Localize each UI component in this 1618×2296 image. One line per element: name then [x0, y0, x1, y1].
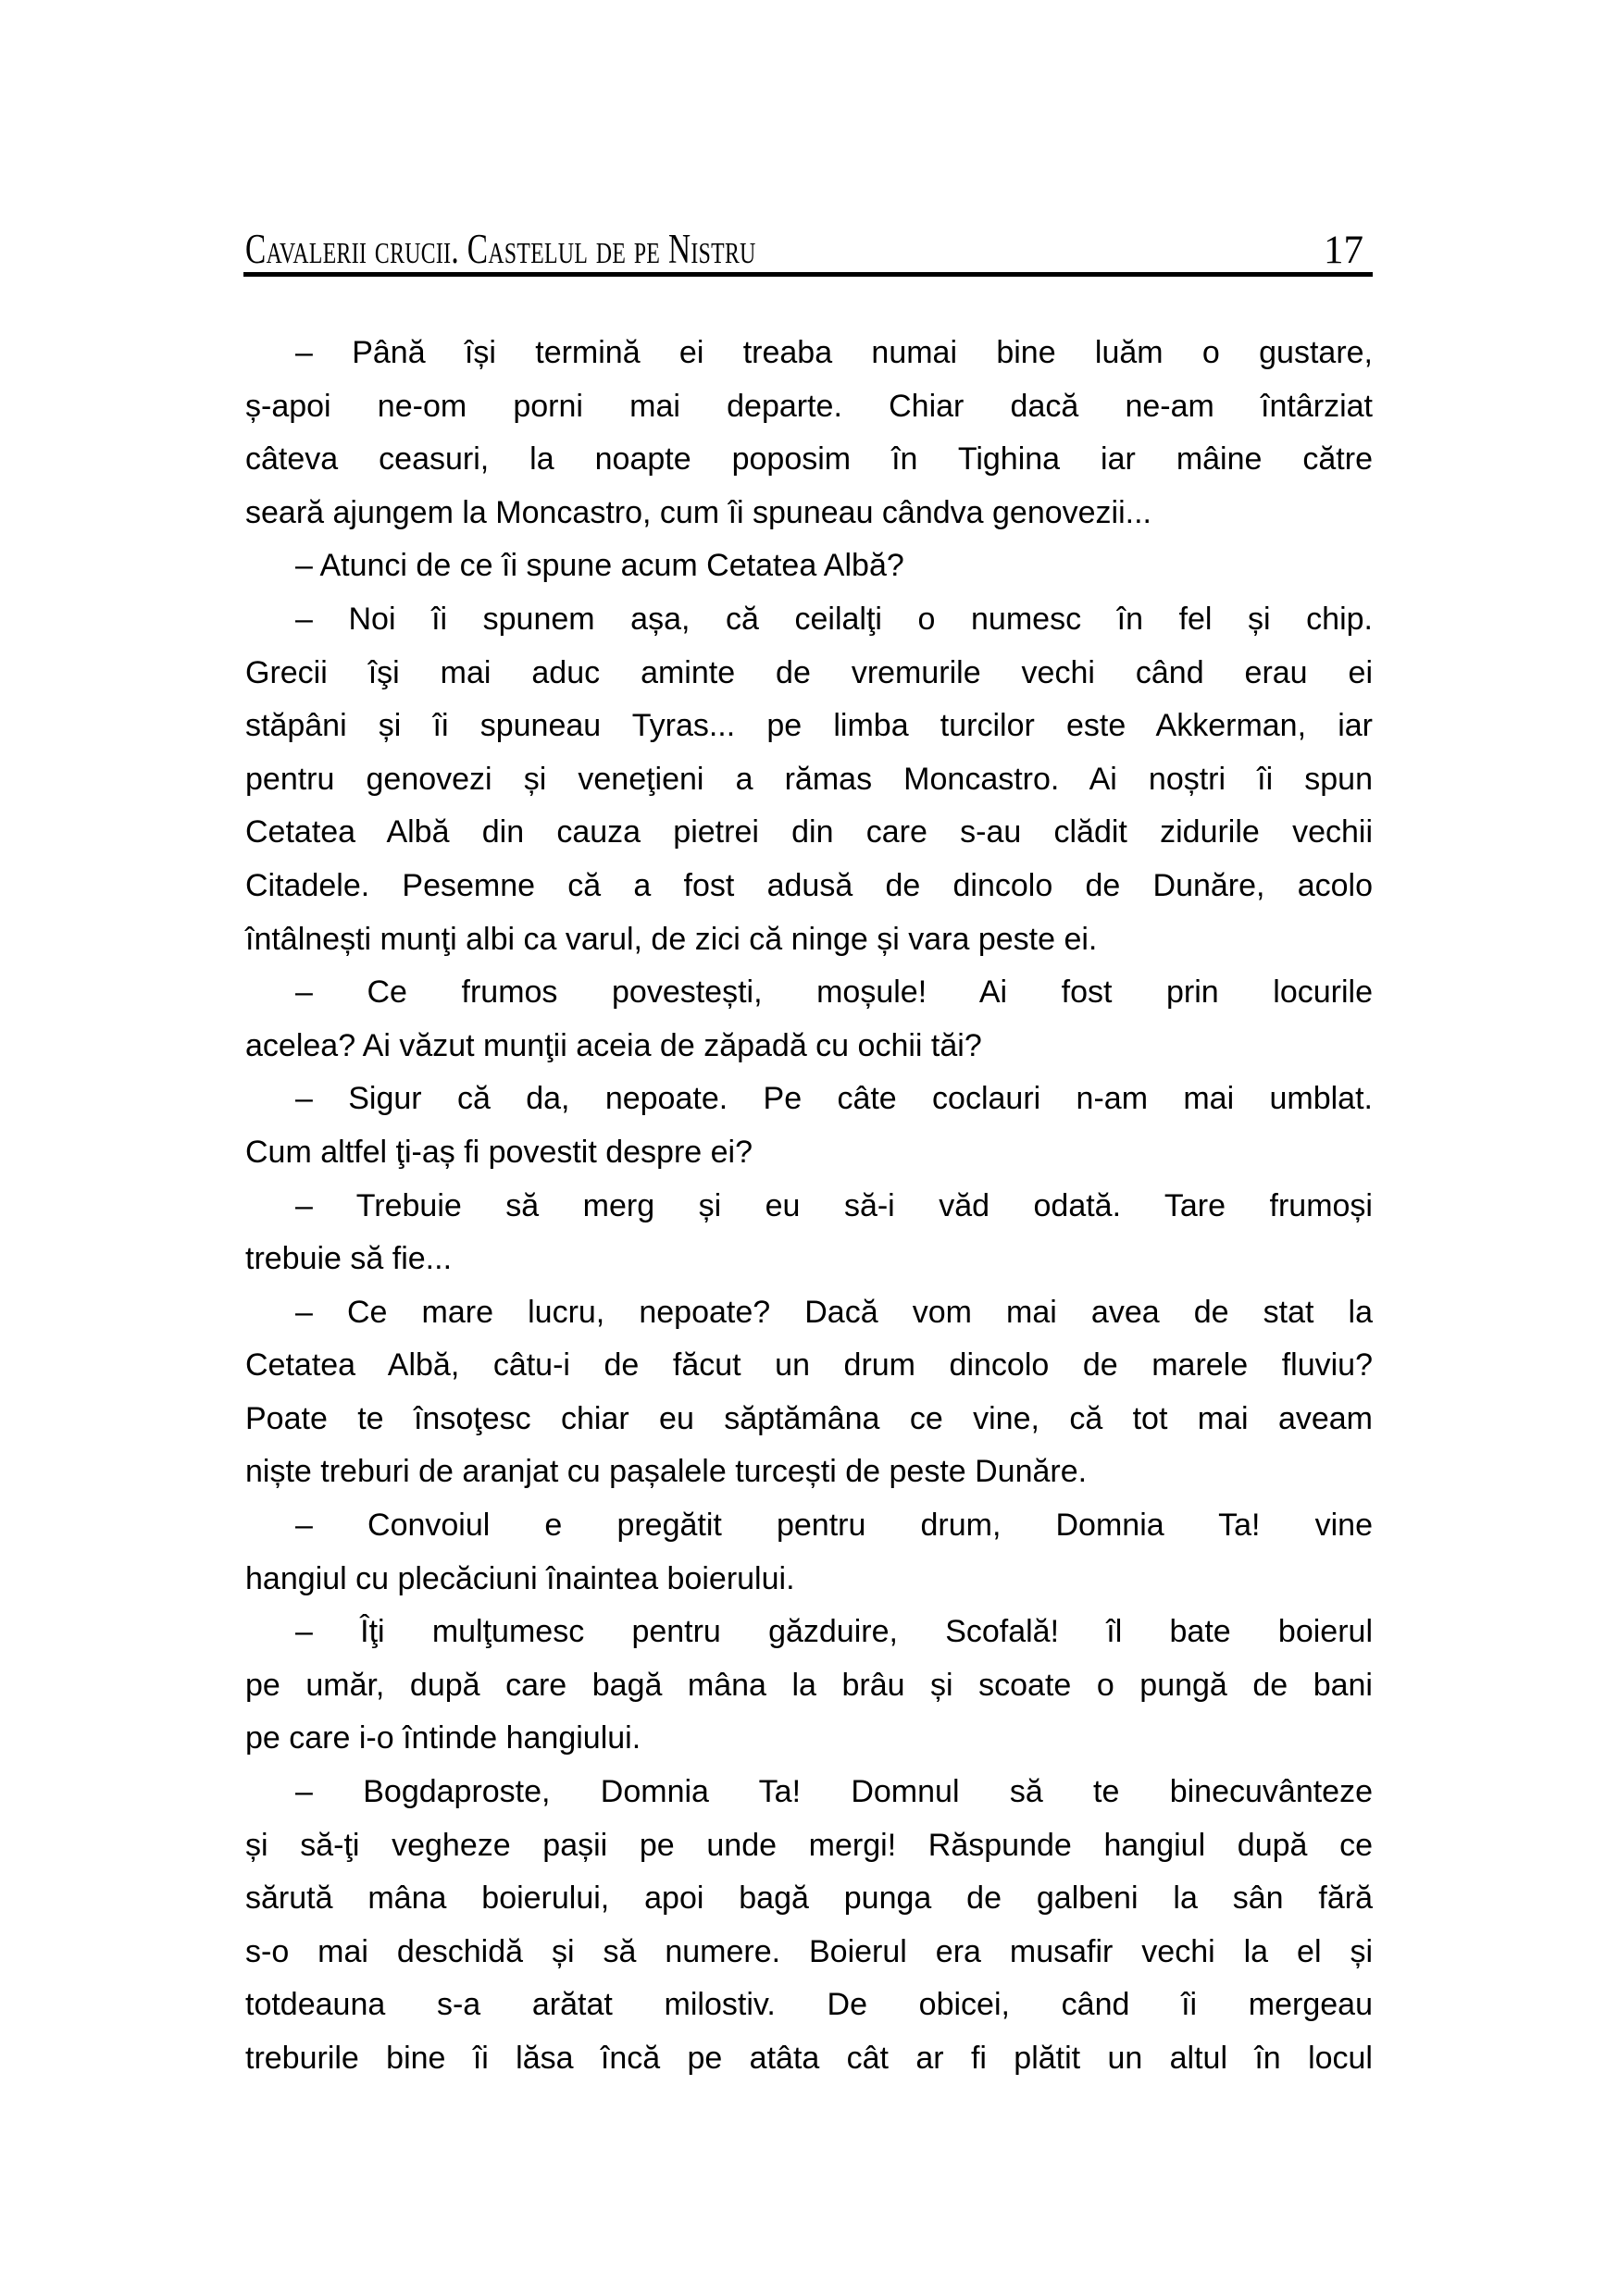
running-header-title: Cavalerii crucii. Castelul de pe Nistru — [245, 226, 756, 272]
text-line: – Convoiul e pregătit pentru drum, Domnia Ta! vine — [295, 1508, 1373, 1544]
text-line: întâlnești munţi albi ca varul, de zici că ninge și vara peste ei. — [245, 921, 1098, 957]
text-line: acelea? Ai văzut munţii aceia de zăpadă cu ochii tăi? — [245, 1027, 982, 1063]
text-line: trebuie să fie... — [245, 1241, 453, 1277]
header-rule — [243, 272, 1373, 277]
text-line: seară ajungem la Moncastro, cum îi spuneau cândva genovezii... — [245, 494, 1151, 530]
text-line: niște treburi de aranjat cu pașalele turcești de peste Dunăre. — [245, 1454, 1088, 1490]
text-line: Cetatea Albă din cauza pietrei din care s-au clădit zidurile vechii — [245, 814, 1373, 850]
text-line: ș-apoi ne-om porni mai departe. Chiar dacă ne-am întârziat — [245, 388, 1373, 424]
text-line: – Bogdaproste, Domnia Ta! Domnul să te binecuvânteze — [295, 1774, 1373, 1810]
text-line: hangiul cu plecăciuni înaintea boierului. — [245, 1560, 795, 1596]
text-line: – Trebuie să merg și eu să-i văd odată. Tare frumoși — [295, 1187, 1373, 1223]
text-line: Cum altfel ţi-aș fi povestit despre ei? — [245, 1134, 753, 1170]
text-line: Citadele. Pesemne că a fost adusă de dincolo de Dunăre, acolo — [245, 867, 1373, 903]
page-header — [245, 220, 1373, 270]
text-line: stăpâni și îi spuneau Tyras... pe limba turcilor este Akkerman, iar — [245, 708, 1373, 744]
text-line: totdeauna s-a arătat milostiv. De obicei, când îi mergeau — [245, 1987, 1373, 2023]
text-line: – Ce frumos povestești, moșule! Ai fost prin locurile — [295, 974, 1373, 1011]
text-line: pe umăr, după care bagă mâna la brâu și scoate o pungă de bani — [245, 1667, 1373, 1703]
text-line: Grecii îşi mai aduc aminte de vremurile vechi când erau ei — [245, 654, 1373, 690]
text-line: pe care i-o întinde hangiului. — [245, 1720, 641, 1756]
text-line: – Atunci de ce îi spune acum Cetatea Albă? — [295, 548, 904, 584]
text-line: – Sigur că da, nepoate. Pe câte coclauri n-am mai umblat. — [295, 1081, 1373, 1117]
text-line: sărută mâna boierului, apoi bagă punga de galbeni la sân fără — [245, 1880, 1373, 1917]
text-line: și să-ţi vegheze pașii pe unde mergi! Răspunde hangiul după ce — [245, 1827, 1373, 1863]
page-number: 17 — [1324, 229, 1363, 272]
text-line: treburile bine îi lăsa încă pe atâta cât ar fi plătit un altul în locul — [245, 2041, 1373, 2076]
text-line: câteva ceasuri, la noapte poposim în Tighina iar mâine către — [245, 441, 1373, 478]
body-text — [245, 327, 1373, 2086]
text-line: s-o mai deschidă și să numere. Boierul era musafir vechi la el și — [245, 1933, 1373, 1969]
text-line: – Îţi mulţumesc pentru găzduire, Scofală! îl bate boierul — [295, 1614, 1373, 1650]
text-line: pentru genovezi și veneţieni a rămas Moncastro. Ai noștri îi spun — [245, 761, 1373, 797]
text-line: Cetatea Albă, câtu-i de făcut un drum dincolo de marele fluviu? — [245, 1347, 1373, 1384]
text-line: Poate te însoţesc chiar eu săptămâna ce vine, că tot mai aveam — [245, 1400, 1373, 1436]
text-line: – Noi îi spunem așa, că ceilalţi o numesc în fel și chip. — [295, 601, 1373, 637]
text-line: – Ce mare lucru, nepoate? Dacă vom mai avea de stat la — [295, 1294, 1373, 1330]
text-line: – Până își termină ei treaba numai bine luăm o gustare, — [295, 335, 1373, 370]
